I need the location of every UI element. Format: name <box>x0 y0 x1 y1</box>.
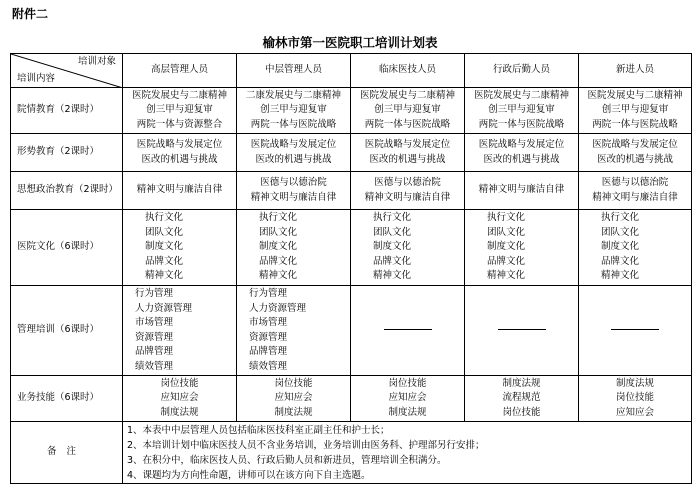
corner-top-label: 培训对象 <box>77 56 116 67</box>
table-cell: 医德与以德治院 精神文明与廉洁自律 <box>351 172 465 210</box>
empty-cell-dash <box>579 286 692 376</box>
attachment-label: 附件二 <box>12 7 49 21</box>
row-label: 业务技能（6课时） <box>11 376 123 422</box>
table-cell: 医院发展史与二康精神 创三甲与迎复审 两院一体与医院战略 <box>351 88 465 134</box>
table-cell: 医院发展史与二康精神 创三甲与迎复审 两院一体与医院战略 <box>465 88 579 134</box>
column-header: 高层管理人员 <box>123 54 237 88</box>
training-plan-table <box>10 53 692 484</box>
column-header: 新进人员 <box>579 54 692 88</box>
notes-row <box>11 422 692 484</box>
corner-bottom-label: 培训内容 <box>17 73 56 84</box>
table-row <box>11 286 692 376</box>
note-item: 2、本培训计划中临床医技人员不含业务培训，业务培训由医务科、护理部另行安排； <box>127 439 485 451</box>
row-label: 管理培训（6课时） <box>11 286 123 376</box>
table-cell: 医院战略与发展定位 医改的机遇与挑战 <box>465 134 579 172</box>
header-corner-cell <box>11 54 123 88</box>
dash-line <box>498 329 546 330</box>
table-cell: 制度法规 流程规范 岗位技能 <box>465 376 579 422</box>
table-cell: 执行文化 团队文化 制度文化 品牌文化 精神文化 <box>465 210 579 286</box>
note-item: 1、本表中中层管理人员包括临床医技科室正副主任和护士长； <box>127 424 390 436</box>
table-cell: 医德与以德治院 精神文明与廉洁自律 <box>579 172 692 210</box>
table-cell: 医德与以德治院 精神文明与廉洁自律 <box>237 172 351 210</box>
table-cell: 二康发展史与二康精神 创三甲与迎复审 两院一体与医院战略 <box>237 88 351 134</box>
note-item: 3、在积分中，临床医技人员、行政后勤人员和新进员，管理培训全积满分。 <box>127 454 447 466</box>
dash-line <box>384 329 432 330</box>
table-row <box>11 134 692 172</box>
table-cell: 医院战略与发展定位 医改的机遇与挑战 <box>237 134 351 172</box>
table-cell: 医院发展史与二康精神 创三甲与迎复审 两院一体与资源整合 <box>123 88 237 134</box>
table-cell: 医院发展史与二康精神 创三甲与迎复审 两院一体与医院战略 <box>579 88 692 134</box>
table-cell: 执行文化 团队文化 制度文化 品牌文化 精神文化 <box>351 210 465 286</box>
notes-label: 备注 <box>11 422 123 484</box>
table-row <box>11 210 692 286</box>
note-item: 4、课题均为方向性命题，讲师可以在该方向下自主选题。 <box>127 469 371 481</box>
table-cell: 精神文明与廉洁自律 <box>465 172 579 210</box>
notes-content <box>123 422 692 484</box>
table-cell: 执行文化 团队文化 制度文化 品牌文化 精神文化 <box>123 210 237 286</box>
table-cell: 行为管理 人力资源管理 市场管理 资源管理 品牌管理 绩效管理 <box>237 286 351 376</box>
table-cell: 精神文明与廉洁自律 <box>123 172 237 210</box>
table-cell: 岗位技能 应知应会 制度法规 <box>351 376 465 422</box>
table-cell: 医院战略与发展定位 医改的机遇与挑战 <box>579 134 692 172</box>
column-header: 行政后勤人员 <box>465 54 579 88</box>
table-row <box>11 376 692 422</box>
row-label: 医院文化（6课时） <box>11 210 123 286</box>
table-cell: 行为管理 人力资源管理 市场管理 资源管理 品牌管理 绩效管理 <box>123 286 237 376</box>
row-label: 院情教育（2课时） <box>11 88 123 134</box>
document-title: 榆林市第一医院职工培训计划表 <box>262 35 438 50</box>
table-cell: 执行文化 团队文化 制度文化 品牌文化 精神文化 <box>579 210 692 286</box>
table-cell: 制度法规 岗位技能 应知应会 <box>579 376 692 422</box>
row-label: 形势教育（2课时） <box>11 134 123 172</box>
empty-cell-dash <box>351 286 465 376</box>
row-label: 思想政治教育（2课时） <box>11 172 123 210</box>
dash-line <box>611 329 659 330</box>
column-header: 临床医技人员 <box>351 54 465 88</box>
table-cell: 岗位技能 应知应会 制度法规 <box>237 376 351 422</box>
table-cell: 岗位技能 应知应会 制度法规 <box>123 376 237 422</box>
table-row <box>11 88 692 134</box>
table-header-row <box>11 54 692 88</box>
empty-cell-dash <box>465 286 579 376</box>
table-cell: 医院战略与发展定位 医改的机遇与挑战 <box>123 134 237 172</box>
table-cell: 执行文化 团队文化 制度文化 品牌文化 精神文化 <box>237 210 351 286</box>
table-row <box>11 172 692 210</box>
column-header: 中层管理人员 <box>237 54 351 88</box>
table-cell: 医院战略与发展定位 医改的机遇与挑战 <box>351 134 465 172</box>
